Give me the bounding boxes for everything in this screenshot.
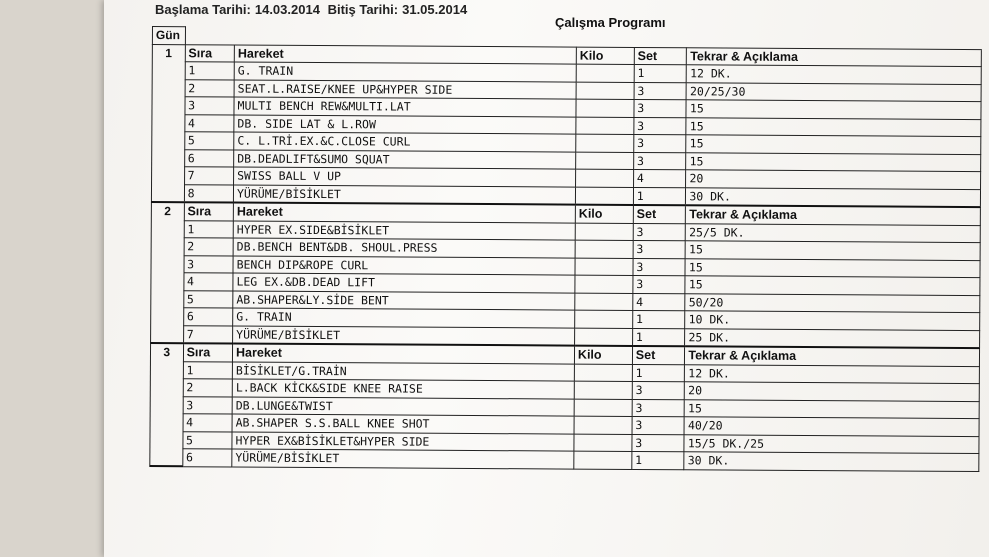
tekrar-cell: 40/20 — [684, 417, 979, 436]
hareket-cell: BENCH DIP&ROPE CURL — [233, 255, 575, 275]
gun-header: Gün — [152, 27, 185, 45]
sira-cell: 1 — [185, 62, 235, 80]
date-header — [155, 2, 471, 17]
tekrar-cell: 20 — [686, 170, 981, 189]
hareket-cell: BİSİKLET/G.TRAİN — [232, 361, 574, 381]
hareket-cell: L.BACK KİCK&SIDE KNEE RAISE — [232, 379, 574, 399]
sira-cell: 1 — [184, 220, 234, 238]
exercise-row — [150, 448, 979, 471]
hareket-cell: DB.LUNGE&TWIST — [232, 396, 574, 416]
kilo-cell — [576, 64, 634, 82]
tekrar-cell: 15 — [685, 241, 980, 260]
kilo-cell — [576, 82, 634, 100]
set-cell: 1 — [632, 328, 685, 346]
hareket-cell: LEG EX.&DB.DEAD LIFT — [233, 273, 575, 293]
set-cell: 1 — [632, 451, 685, 469]
sira-cell: 2 — [184, 238, 234, 256]
kilo-cell — [574, 364, 632, 382]
tekrar-cell: 15 — [685, 276, 980, 295]
hareket-cell: SEAT.L.RAISE/KNEE UP&HYPER SIDE — [234, 80, 576, 100]
sira-cell: 4 — [183, 414, 233, 432]
col-header-sira: Sıra — [184, 202, 234, 220]
set-cell: 3 — [633, 152, 686, 170]
tekrar-cell: 15 — [686, 135, 981, 154]
col-header-set: Set — [634, 47, 687, 65]
sira-cell: 2 — [183, 379, 233, 397]
sira-cell: 1 — [183, 361, 233, 379]
set-cell: 1 — [633, 187, 686, 205]
kilo-cell — [575, 240, 633, 258]
workout-schedule-table — [149, 26, 982, 472]
kilo-cell — [575, 310, 633, 328]
schedule-body — [150, 27, 982, 472]
sira-cell: 5 — [183, 431, 233, 449]
sira-cell: 5 — [183, 290, 233, 308]
hareket-cell: YÜRÜME/BİSİKLET — [232, 449, 574, 469]
tekrar-cell: 10 DK. — [685, 311, 980, 330]
hareket-cell: G. TRAIN — [233, 308, 575, 328]
hareket-cell: AB.SHAPER S.S.BALL KNEE SHOT — [232, 414, 574, 434]
tekrar-cell: 25/5 DK. — [686, 223, 981, 242]
set-cell: 3 — [634, 99, 687, 117]
set-cell: 3 — [633, 258, 686, 276]
set-cell: 3 — [633, 223, 686, 241]
kilo-cell — [575, 275, 633, 293]
tekrar-cell: 20/25/30 — [686, 82, 981, 101]
set-cell: 3 — [632, 381, 685, 399]
set-cell: 1 — [632, 310, 685, 328]
kilo-cell — [575, 258, 633, 276]
hareket-cell: HYPER EX.SIDE&BİSİKLET — [233, 221, 575, 241]
day-number: 3 — [150, 343, 183, 466]
start-date-value: 14.03.2014 — [254, 2, 320, 17]
tekrar-cell: 25 DK. — [685, 328, 980, 348]
day-number: 1 — [151, 44, 185, 202]
hareket-cell: DB.DEADLIFT&SUMO SQUAT — [234, 150, 576, 170]
col-header-kilo: Kilo — [574, 346, 632, 364]
col-header-hareket: Hareket — [232, 343, 574, 363]
col-header-hareket: Hareket — [233, 203, 575, 223]
hareket-cell: SWISS BALL V UP — [234, 167, 576, 187]
kilo-cell — [575, 169, 633, 187]
set-cell: 4 — [633, 293, 686, 311]
sira-cell: 5 — [184, 132, 234, 150]
set-cell: 1 — [632, 364, 685, 382]
hareket-cell: YÜRÜME/BİSİKLET — [233, 325, 575, 345]
kilo-cell — [574, 451, 632, 469]
sira-cell: 3 — [184, 255, 234, 273]
col-header-tekrar: Tekrar & Açıklama — [687, 47, 982, 66]
sira-cell: 3 — [185, 97, 235, 115]
hareket-cell: HYPER EX&BİSİKLET&HYPER SIDE — [232, 431, 574, 451]
hareket-cell: DB. SIDE LAT & L.ROW — [234, 115, 576, 135]
hareket-cell: G. TRAIN — [234, 62, 576, 82]
set-cell: 3 — [632, 416, 685, 434]
sira-cell: 4 — [183, 273, 233, 291]
col-header-tekrar: Tekrar & Açıklama — [685, 346, 980, 366]
set-cell: 3 — [633, 240, 686, 258]
col-header-kilo: Kilo — [576, 47, 634, 65]
end-date-label: Bitiş Tarihi: — [327, 2, 399, 17]
sira-cell: 7 — [184, 167, 234, 185]
kilo-cell — [576, 152, 634, 170]
set-cell: 3 — [632, 399, 685, 417]
hareket-cell: AB.SHAPER&LY.SİDE BENT — [233, 290, 575, 310]
sira-cell: 6 — [184, 149, 234, 167]
kilo-cell — [574, 399, 632, 417]
set-cell: 3 — [634, 117, 687, 135]
kilo-cell — [574, 381, 632, 399]
set-cell: 3 — [632, 434, 685, 452]
col-header-set: Set — [633, 205, 686, 223]
sira-cell: 8 — [184, 184, 234, 202]
sira-cell: 2 — [185, 79, 235, 97]
sira-cell: 4 — [184, 114, 234, 132]
sira-cell: 6 — [182, 449, 232, 467]
tekrar-cell: 20 — [685, 382, 980, 401]
kilo-cell — [575, 328, 633, 346]
set-cell: 3 — [633, 275, 686, 293]
col-header-set: Set — [632, 346, 685, 364]
set-cell: 3 — [634, 82, 687, 100]
kilo-cell — [574, 416, 632, 434]
kilo-cell — [575, 187, 633, 205]
tekrar-cell: 15 — [686, 100, 981, 119]
col-header-tekrar: Tekrar & Açıklama — [686, 205, 981, 225]
start-date-label: Başlama Tarihi: — [155, 2, 251, 17]
kilo-cell — [576, 117, 634, 135]
set-cell: 4 — [633, 169, 686, 187]
set-cell: 1 — [634, 64, 687, 82]
tekrar-cell: 50/20 — [685, 293, 980, 312]
sira-cell: 7 — [183, 325, 233, 343]
tekrar-cell: 15/5 DK./25 — [684, 434, 979, 453]
hareket-cell: MULTI BENCH REW&MULTI.LAT — [234, 97, 576, 117]
tekrar-cell: 30 DK. — [684, 452, 979, 471]
kilo-cell — [576, 99, 634, 117]
kilo-cell — [574, 434, 632, 452]
tekrar-cell: 12 DK. — [687, 65, 982, 84]
col-header-sira: Sıra — [183, 343, 233, 361]
tekrar-cell: 12 DK. — [685, 364, 980, 383]
sira-cell: 3 — [183, 396, 233, 414]
tekrar-cell: 15 — [685, 399, 980, 418]
tekrar-cell: 15 — [685, 258, 980, 277]
tekrar-cell: 15 — [686, 152, 981, 171]
col-header-hareket: Hareket — [234, 45, 576, 65]
kilo-cell — [576, 134, 634, 152]
set-cell: 3 — [634, 134, 687, 152]
end-date-value: 31.05.2014 — [402, 2, 468, 17]
program-title: Çalışma Programı — [555, 15, 666, 30]
kilo-cell — [575, 223, 633, 241]
day-number: 2 — [151, 202, 184, 343]
hareket-cell: YÜRÜME/BİSİKLET — [233, 185, 575, 205]
tekrar-cell: 30 DK. — [686, 187, 981, 207]
tekrar-cell: 15 — [686, 117, 981, 136]
col-header-kilo: Kilo — [575, 205, 633, 223]
sira-cell: 6 — [183, 308, 233, 326]
kilo-cell — [575, 293, 633, 311]
hareket-cell: C. L.TRİ.EX.&C.CLOSE CURL — [234, 132, 576, 152]
col-header-sira: Sıra — [185, 44, 235, 62]
hareket-cell: DB.BENCH BENT&DB. SHOUL.PRESS — [233, 238, 575, 258]
